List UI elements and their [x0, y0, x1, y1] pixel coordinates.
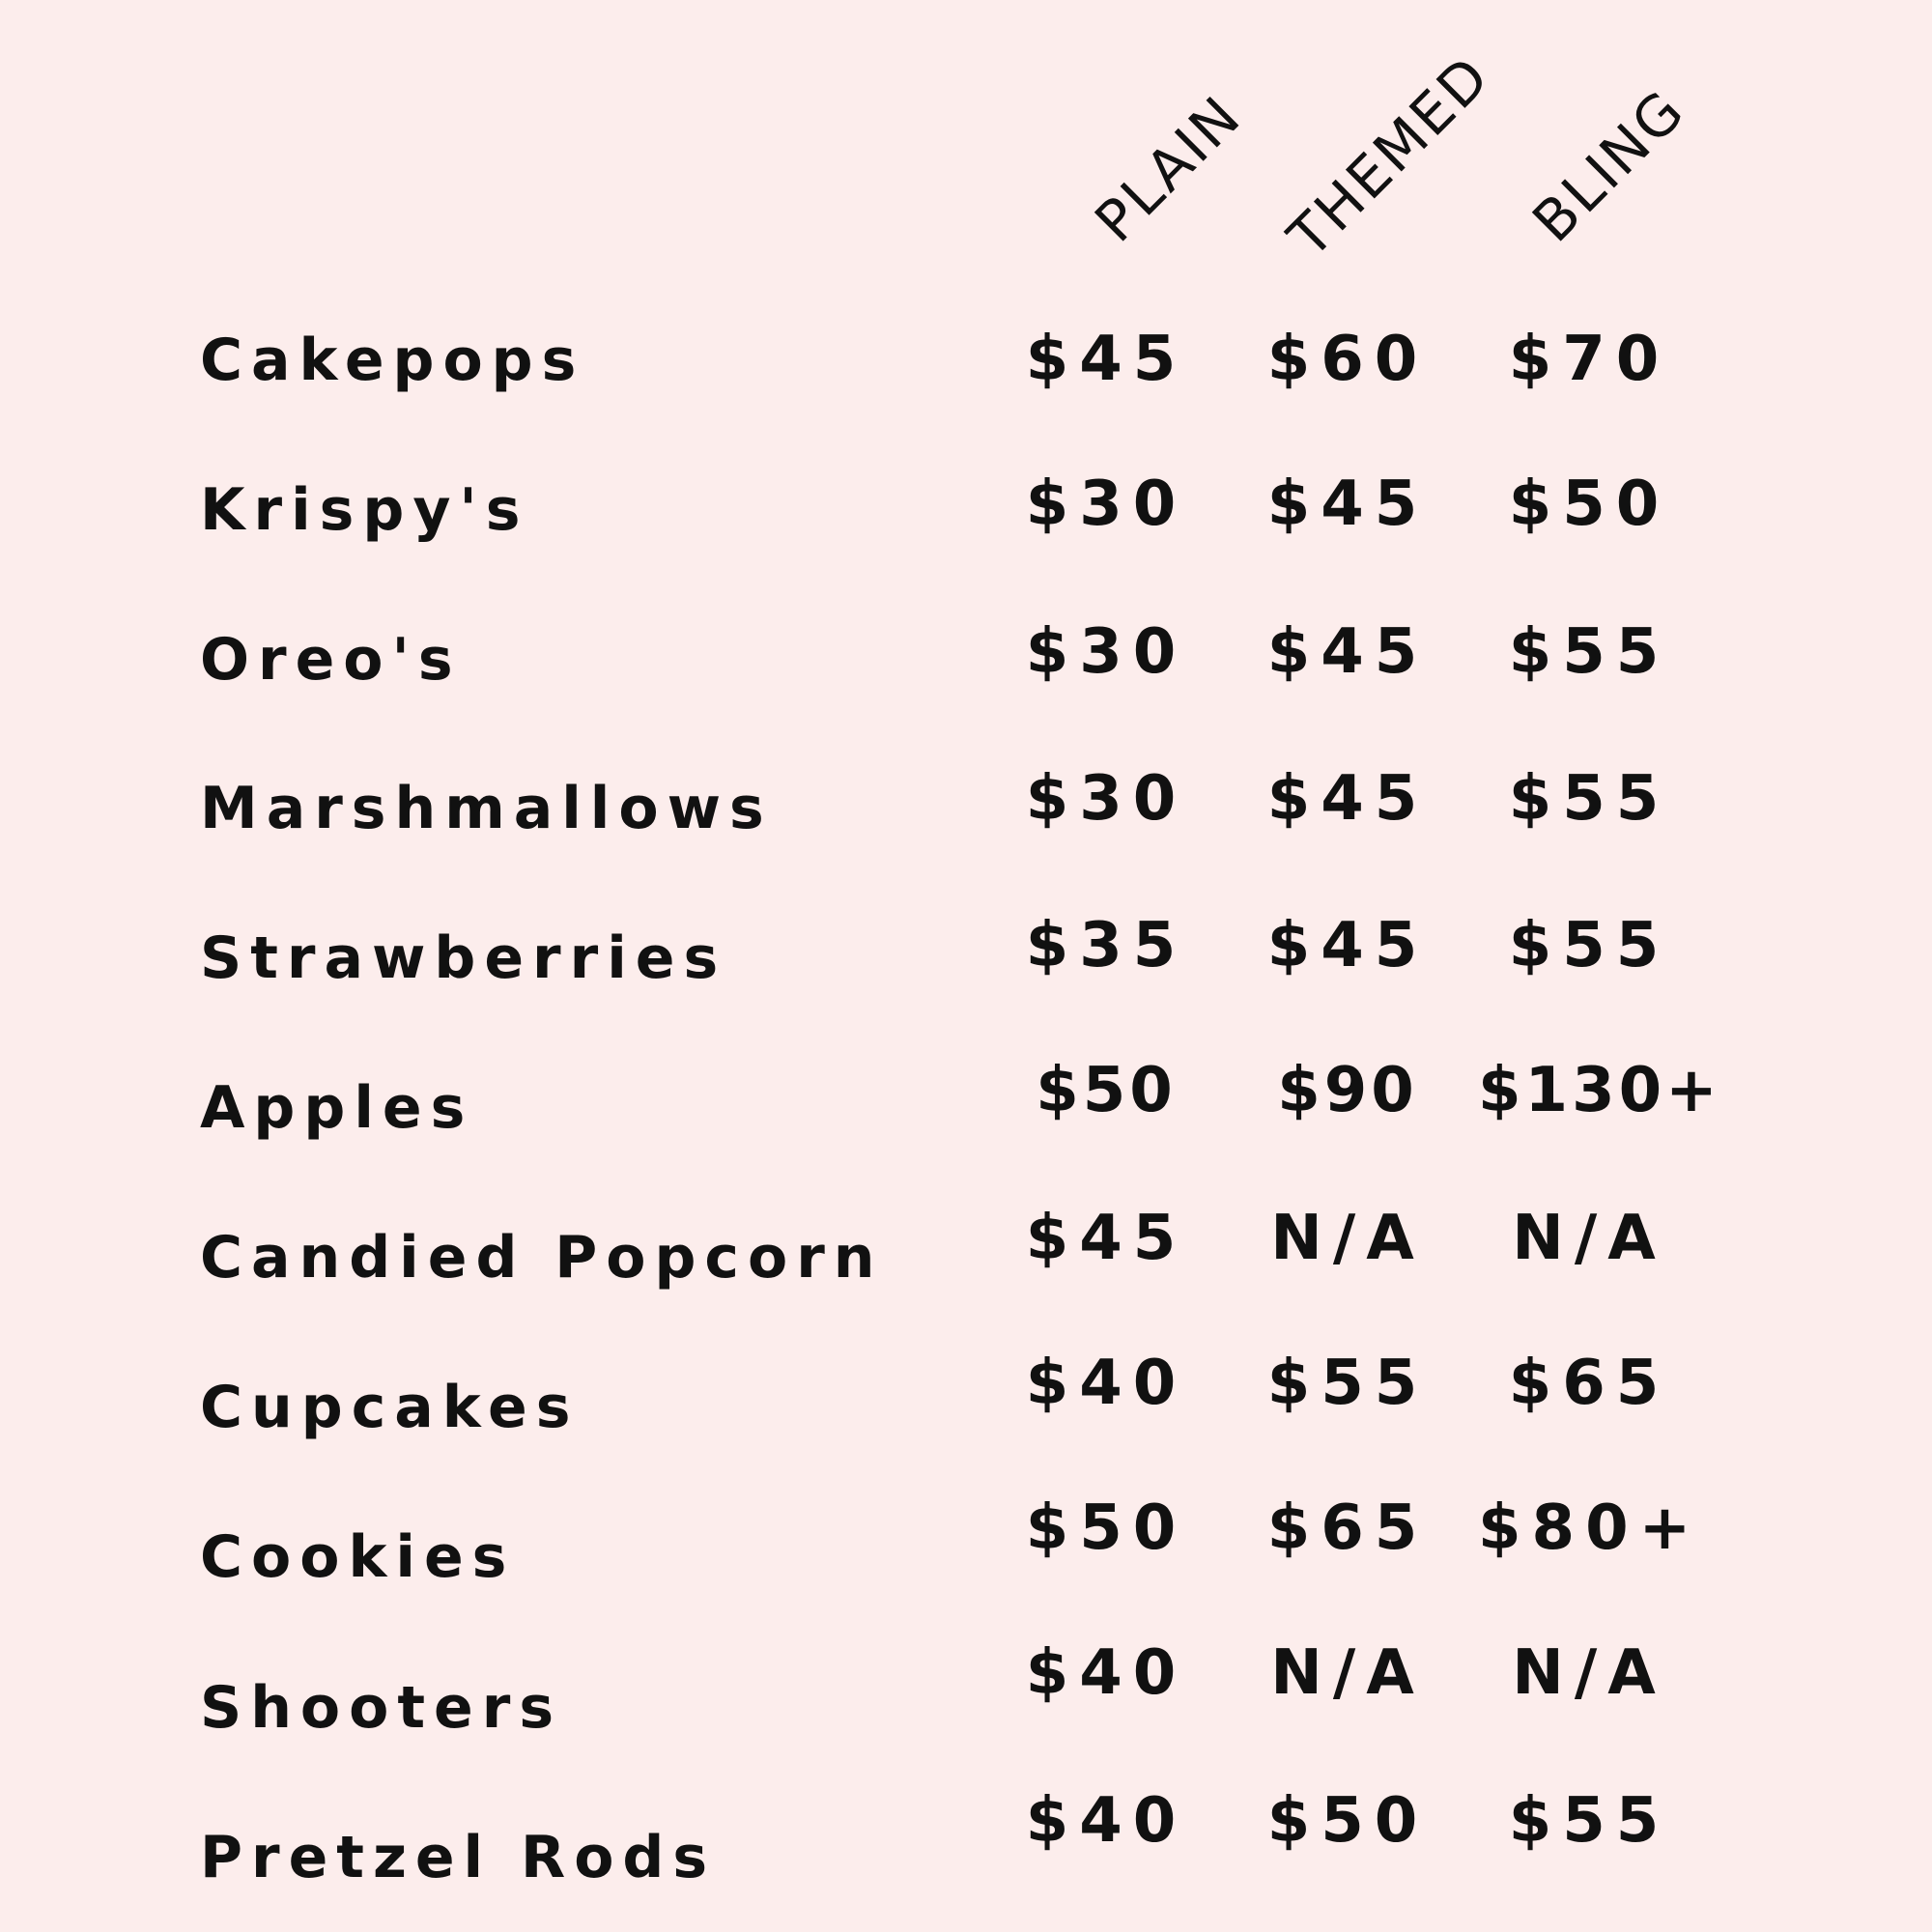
price-themed: $45: [1266, 616, 1429, 688]
item-name: Candied Popcorn: [200, 1224, 884, 1292]
price-bling: $130+: [1478, 1055, 1721, 1126]
price-plain: $45: [1025, 324, 1187, 395]
price-row-cupcakes: [0, 1348, 1932, 1468]
price-plain: $40: [1025, 1637, 1187, 1709]
column-header-plain: PLAIN: [1082, 82, 1255, 255]
item-name: Pretzel Rods: [200, 1824, 717, 1891]
price-row-candied-popcorn: [0, 1203, 1932, 1323]
price-plain: $40: [1025, 1785, 1187, 1857]
price-row-shooters: [0, 1637, 1932, 1758]
item-name: Strawberries: [200, 924, 727, 992]
item-name: Cookies: [200, 1523, 516, 1591]
price-themed: $65: [1266, 1492, 1429, 1564]
price-themed: N/A: [1270, 1203, 1425, 1274]
item-name: Cupcakes: [200, 1374, 580, 1441]
price-themed: $90: [1277, 1055, 1418, 1126]
price-plain: $30: [1025, 469, 1187, 540]
price-plain: $30: [1025, 763, 1187, 835]
price-bling: $55: [1508, 616, 1670, 688]
price-plain: $50: [1036, 1055, 1177, 1126]
price-themed: $60: [1266, 324, 1429, 395]
price-bling: $55: [1508, 910, 1670, 981]
price-row-strawberries: [0, 910, 1932, 1031]
item-name: Cakepops: [200, 327, 585, 394]
price-row-pretzel-rods: [0, 1785, 1932, 1906]
price-bling: $65: [1508, 1348, 1670, 1419]
price-themed: N/A: [1270, 1637, 1425, 1709]
price-themed: $45: [1266, 469, 1429, 540]
price-plain: $30: [1025, 616, 1187, 688]
price-plain: $40: [1025, 1348, 1187, 1419]
price-row-apples: [0, 1055, 1932, 1176]
price-plain: $35: [1025, 910, 1187, 981]
price-bling: N/A: [1512, 1203, 1666, 1274]
price-bling: $80+: [1478, 1492, 1702, 1564]
price-bling: $70: [1508, 324, 1670, 395]
price-themed: $45: [1266, 763, 1429, 835]
price-themed: $55: [1266, 1348, 1429, 1419]
price-bling: $50: [1508, 469, 1670, 540]
price-row-cakepops: [0, 324, 1932, 444]
item-name: Apples: [200, 1074, 474, 1142]
item-name: Marshmallows: [200, 775, 773, 842]
price-row-marshmallows: [0, 763, 1932, 884]
item-name: Krispy's: [200, 476, 529, 544]
price-themed: $50: [1266, 1785, 1429, 1857]
price-row-oreos: [0, 616, 1932, 737]
price-plain: $50: [1025, 1492, 1187, 1564]
column-header-themed: THEMED: [1275, 43, 1503, 270]
price-bling: $55: [1508, 763, 1670, 835]
price-plain: $45: [1025, 1203, 1187, 1274]
price-themed: $45: [1266, 910, 1429, 981]
price-row-cookies: [0, 1492, 1932, 1613]
item-name: Shooters: [200, 1674, 563, 1742]
price-bling: N/A: [1512, 1637, 1666, 1709]
price-row-krispys: [0, 469, 1932, 589]
item-name: Oreo's: [200, 626, 462, 694]
price-bling: $55: [1508, 1785, 1670, 1857]
column-header-bling: BLING: [1520, 76, 1698, 255]
